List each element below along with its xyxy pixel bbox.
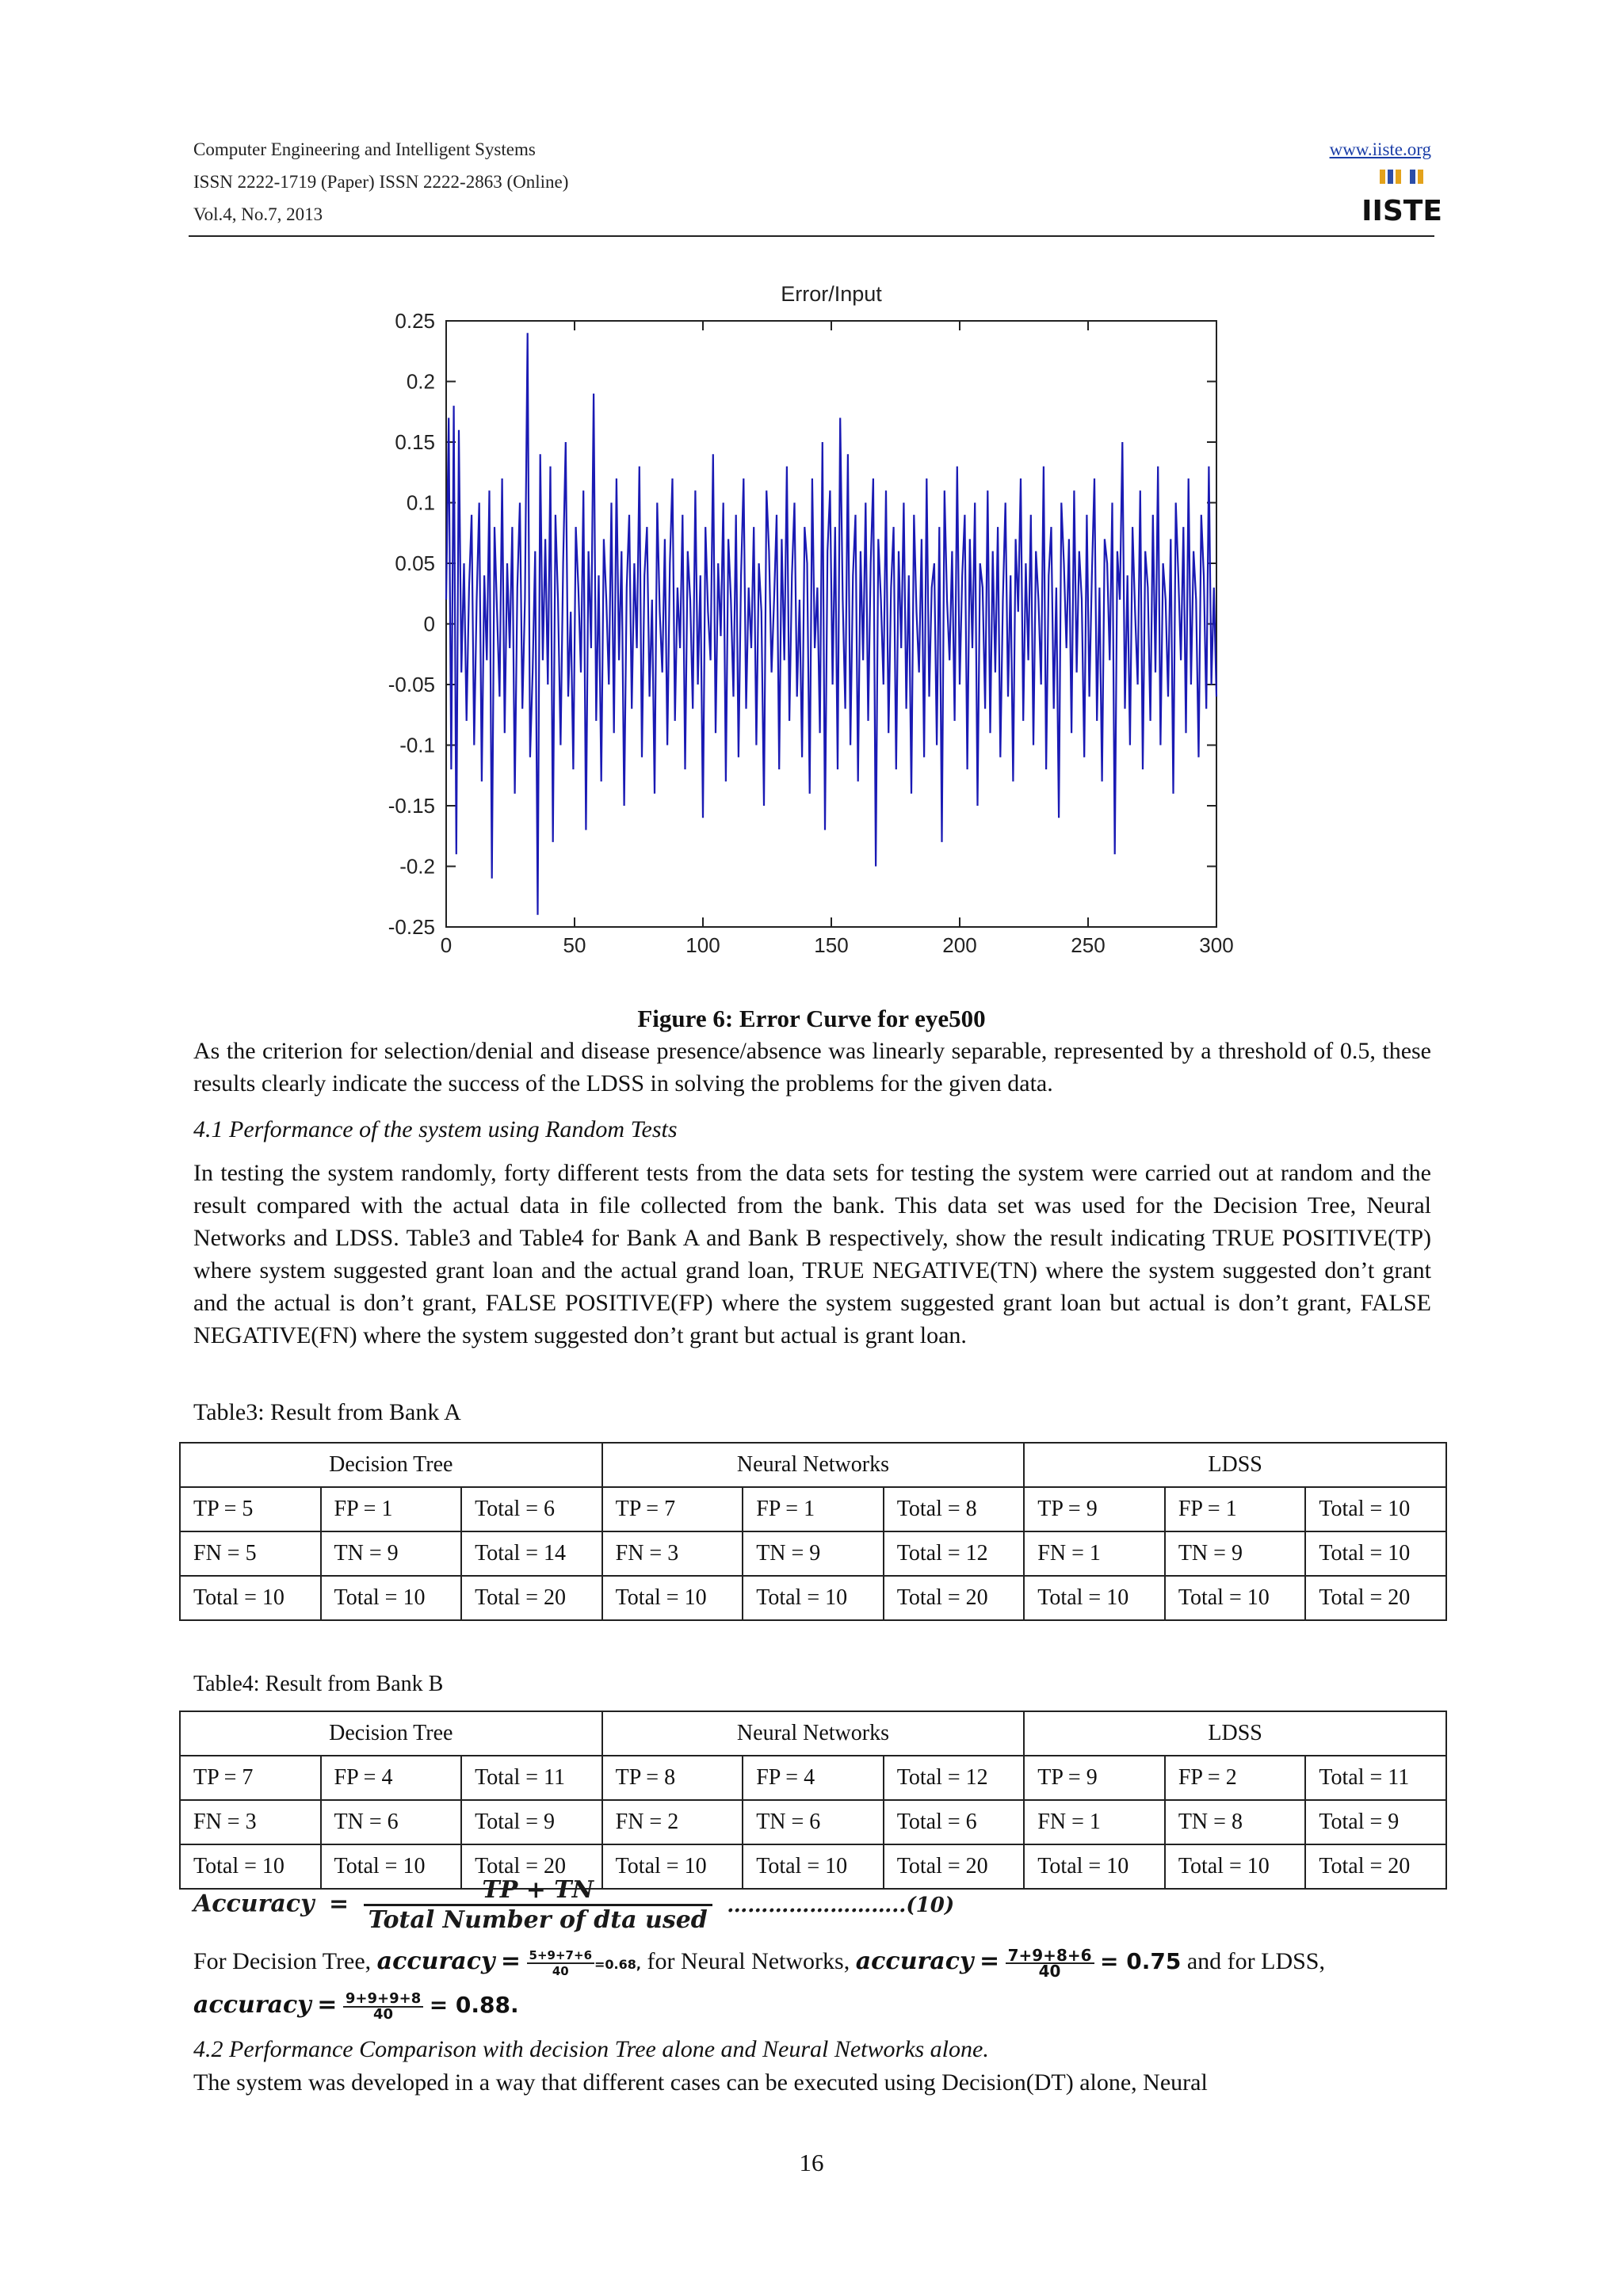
table4-caption: Table4: Result from Bank B — [193, 1672, 444, 1696]
table-cell: Total = 10 — [743, 1844, 884, 1889]
table-cell: Total = 10 — [321, 1844, 462, 1889]
y-tick-label: 0.2 — [406, 369, 435, 394]
ldss-value: = 0.88. — [429, 1992, 519, 2018]
nn-prefix: for Neural Networks, — [647, 1948, 850, 1974]
table-row — [180, 1800, 1446, 1844]
ldss-fraction: $\frac{9+9+9+8}{40}$ — [343, 1992, 423, 2022]
table-cell: Total = 8 — [884, 1487, 1025, 1531]
y-tick-label: -0.1 — [399, 733, 435, 757]
table-row — [180, 1576, 1446, 1620]
table-cell: Total = 10 — [1024, 1844, 1165, 1889]
table-cell: FN = 2 — [602, 1800, 743, 1844]
table-cell: FN = 3 — [602, 1531, 743, 1576]
table-cell: Total = 20 — [461, 1844, 602, 1889]
table-cell: TP = 5 — [180, 1487, 321, 1531]
paragraph-1: As the criterion for selection/denial and disease presence/absence was linearly separable, represented by a threshold of 0.5, these results clearly indicate the success of the LDSS in solving the problems for the given data. — [193, 1038, 1431, 1097]
group-header: Decision Tree — [180, 1711, 602, 1756]
table-cell: Total = 10 — [1305, 1487, 1446, 1531]
y-tick-label: -0.2 — [399, 854, 435, 879]
table-cell: TN = 9 — [321, 1531, 462, 1576]
table-cell: Total = 11 — [1305, 1756, 1446, 1800]
table-cell: Total = 20 — [884, 1844, 1025, 1889]
equation-number: ……………………..(10) — [727, 1893, 955, 1917]
y-tick-label: -0.25 — [388, 915, 435, 939]
table-cell: TP = 7 — [180, 1756, 321, 1800]
table-cell: Total = 6 — [461, 1487, 602, 1531]
issn-line: ISSN 2222-1719 (Paper) ISSN 2222-2863 (Online) — [193, 172, 569, 192]
header-divider — [189, 235, 1434, 237]
volume-line: Vol.4, No.7, 2013 — [193, 204, 323, 224]
equation-lhs: Accuracy — [193, 1890, 315, 1918]
paragraph-3: The system was developed in a way that different cases can be executed using Decision(DT) alone, Neural — [193, 2069, 1208, 2096]
x-tick-label: 150 — [814, 933, 849, 957]
nn-value: = 0.75 — [1100, 1948, 1182, 1974]
journal-name: Computer Engineering and Intelligent Systems — [193, 139, 536, 159]
table-header-row — [180, 1443, 1446, 1487]
ldss-prefix: and for LDSS, — [1186, 1948, 1325, 1974]
table-cell: Total = 20 — [1305, 1576, 1446, 1620]
table-cell: Total = 10 — [1024, 1576, 1165, 1620]
y-tick-label: -0.15 — [388, 794, 435, 818]
x-tick-label: 200 — [942, 933, 977, 957]
dt-prefix: For Decision Tree, — [193, 1948, 372, 1974]
equation-denominator: Total Number of dta used — [368, 1906, 708, 1934]
equation-numerator: TP + TN — [364, 1876, 712, 1906]
table-cell: Total = 10 — [743, 1576, 884, 1620]
table4 — [179, 1711, 1447, 1890]
group-header: Neural Networks — [602, 1711, 1025, 1756]
table-cell: Total = 10 — [1305, 1531, 1446, 1576]
figure-caption: Figure 6: Error Curve for eye500 — [637, 1005, 986, 1032]
group-header: Neural Networks — [602, 1443, 1025, 1487]
y-tick-label: 0.15 — [395, 430, 435, 454]
dt-fraction: $\frac{5+9+7+6}{40}$ — [527, 1948, 594, 1978]
table-cell: Total = 12 — [884, 1756, 1025, 1800]
table-cell: FP = 2 — [1165, 1756, 1306, 1800]
table-cell: FP = 1 — [321, 1487, 462, 1531]
group-header: Decision Tree — [180, 1443, 602, 1487]
table-cell: Total = 20 — [884, 1576, 1025, 1620]
table-cell: Total = 10 — [180, 1844, 321, 1889]
table-row — [180, 1756, 1446, 1800]
table-cell: Total = 20 — [461, 1576, 602, 1620]
table-cell: FN = 1 — [1024, 1531, 1165, 1576]
accuracy-equation: Accuracy = $\frac{TP + TN}{\text{Total Number of dta used}}$ ……………………..(10) — [193, 1876, 955, 1934]
table-cell: Total = 20 — [1305, 1844, 1446, 1889]
table-row — [180, 1531, 1446, 1576]
y-tick-label: 0 — [423, 612, 435, 636]
y-tick-label: 0.05 — [395, 551, 435, 575]
table-cell: Total = 10 — [180, 1576, 321, 1620]
y-tick-label: -0.05 — [388, 673, 435, 696]
ldss-accuracy-line: accuracy = $\frac{9+9+9+8}{40}$ = 0.88. — [193, 1990, 519, 2023]
section-heading-4-2: 4.2 Performance Comparison with decision Tree alone and Neural Networks alone. — [193, 2036, 989, 2062]
nn-fraction: $\frac{7+9+8+6}{40}$ — [1006, 1948, 1094, 1978]
table-cell: TN = 9 — [743, 1531, 884, 1576]
equation-fraction — [364, 1876, 712, 1934]
y-tick-label: 0.1 — [406, 490, 435, 515]
x-tick-label: 0 — [440, 933, 453, 957]
accuracy-label: accuracy — [376, 1947, 495, 1975]
x-tick-label: 300 — [1199, 933, 1234, 957]
x-tick-label: 50 — [563, 933, 586, 957]
svg-text:IISTE: IISTE — [1361, 195, 1442, 227]
table-cell: TP = 9 — [1024, 1756, 1165, 1800]
chart-title: Error/Input — [781, 282, 882, 306]
table-cell: Total = 6 — [884, 1800, 1025, 1844]
table-cell: FN = 1 — [1024, 1800, 1165, 1844]
table-cell: Total = 10 — [1165, 1844, 1306, 1889]
table-cell: FP = 4 — [743, 1756, 884, 1800]
table-cell: TP = 7 — [602, 1487, 743, 1531]
group-header: LDSS — [1024, 1443, 1446, 1487]
table-cell: TN = 6 — [321, 1800, 462, 1844]
table-cell: Total = 10 — [602, 1576, 743, 1620]
table-cell: FP = 1 — [1165, 1487, 1306, 1531]
y-tick-label: 0.25 — [395, 309, 435, 333]
table3-caption: Table3: Result from Bank A — [193, 1399, 461, 1425]
table-cell: Total = 10 — [1165, 1576, 1306, 1620]
table-cell: Total = 10 — [602, 1844, 743, 1889]
table-cell: FP = 4 — [321, 1756, 462, 1800]
table-cell: Total = 9 — [1305, 1800, 1446, 1844]
table-row — [180, 1487, 1446, 1531]
section-heading-4-1: 4.1 Performance of the system using Random Tests — [193, 1116, 678, 1142]
table-cell: Total = 10 — [321, 1576, 462, 1620]
table-header-row — [180, 1711, 1446, 1756]
accuracy-values-line: For Decision Tree, accuracy = $\frac{5+9+7+6}{40}$ =0.68, for Neural Networks, accuracy = $\frac{7+9+8+6}{40}$ = 0.75 and for LDSS, — [193, 1946, 1325, 1981]
table-cell: TP = 9 — [1024, 1487, 1165, 1531]
table-cell: TN = 8 — [1165, 1800, 1306, 1844]
x-tick-label: 100 — [685, 933, 720, 957]
group-header: LDSS — [1024, 1711, 1446, 1756]
table-cell: FN = 5 — [180, 1531, 321, 1576]
x-tick-label: 250 — [1071, 933, 1106, 957]
page-number: 16 — [799, 2149, 824, 2176]
accuracy-label: accuracy — [193, 1991, 311, 2019]
dt-value: =0.68, — [594, 1957, 641, 1972]
table-cell: TN = 9 — [1165, 1531, 1306, 1576]
paragraph-2: In testing the system randomly, forty different tests from the data sets for testing the system were carried out at random and the result compared with the actual data in file collected from the bank. This data set was used for the Decision Tree, Neural Networks and LDSS. Table3 and Table4 for Bank A and Bank B respectively, show the result indicating TRUE POSITIVE(TP) where system suggested grant loan and the actual grand loan, TRUE NEGATIVE(TN) where the system suggested don’t grant and the actual is don’t grant, FALSE POSITIVE(FP) where the system suggested grant loan but actual is don’t grant, FALSE NEGATIVE(FN) where the system suggested don’t grant but actual is grant loan. — [193, 1160, 1431, 1348]
table-cell: TN = 6 — [743, 1800, 884, 1844]
table-cell: TP = 8 — [602, 1756, 743, 1800]
table-cell: Total = 11 — [461, 1756, 602, 1800]
table3 — [179, 1442, 1447, 1621]
journal-url-link[interactable]: www.iiste.org — [1329, 139, 1431, 159]
table-cell: FN = 3 — [180, 1800, 321, 1844]
iiste-logo — [1361, 168, 1442, 228]
table-cell: Total = 9 — [461, 1800, 602, 1844]
table-cell: Total = 12 — [884, 1531, 1025, 1576]
error-curve-chart — [372, 269, 1252, 967]
table-cell: Total = 14 — [461, 1531, 602, 1576]
accuracy-label: accuracy — [855, 1947, 974, 1975]
table-cell: FP = 1 — [743, 1487, 884, 1531]
